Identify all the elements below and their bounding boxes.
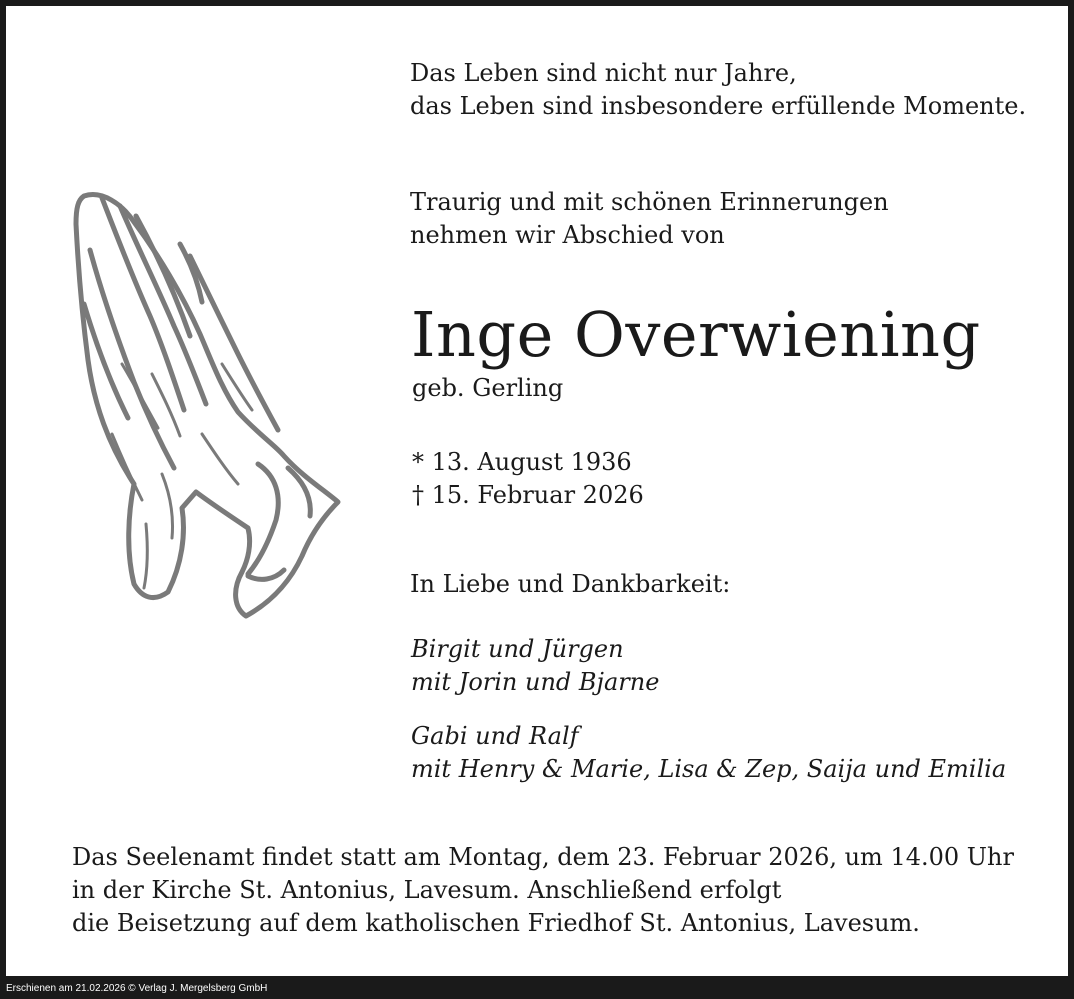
family-group-2 — [411, 720, 1006, 786]
death-date: † 15. Februar 2026 — [412, 481, 644, 509]
life-dates — [412, 446, 644, 512]
intro-line-1: Traurig und mit schönen Erinnerungen — [410, 188, 889, 216]
family-1-line-2: mit Jorin und Bjarne — [411, 668, 660, 696]
publication-footer: Erschienen am 21.02.2026 © Verlag J. Mergelsberg GmbH — [6, 983, 268, 994]
birth-name: geb. Gerling — [412, 374, 564, 402]
obituary-card — [6, 6, 1068, 976]
thanks-heading: In Liebe und Dankbarkeit: — [410, 570, 731, 598]
notice-line-3: die Beisetzung auf dem katholischen Friedhof St. Antonius, Lavesum. — [72, 909, 920, 937]
family-2-line-1: Gabi und Ralf — [411, 722, 579, 750]
birth-date: * 13. August 1936 — [412, 448, 632, 476]
family-group-1 — [411, 633, 659, 699]
motto-line-1: Das Leben sind nicht nur Jahre, — [410, 59, 797, 87]
deceased-name: Inge Overwiening — [411, 298, 981, 371]
notice-line-1: Das Seelenamt findet statt am Montag, dem 23. Februar 2026, um 14.00 Uhr — [72, 843, 1014, 871]
notice-line-2: in der Kirche St. Antonius, Lavesum. Anschließend erfolgt — [72, 876, 782, 904]
motto-line-2: das Leben sind insbesondere erfüllende Momente. — [410, 92, 1027, 120]
praying-hands-icon — [62, 184, 352, 624]
funeral-notice — [72, 841, 1014, 940]
intro-line-2: nehmen wir Abschied von — [410, 221, 725, 249]
motto-text — [410, 57, 1026, 123]
family-2-line-2: mit Henry & Marie, Lisa & Zep, Saija und Emilia — [411, 755, 1007, 783]
intro-text — [410, 186, 889, 252]
family-1-line-1: Birgit und Jürgen — [411, 635, 624, 663]
